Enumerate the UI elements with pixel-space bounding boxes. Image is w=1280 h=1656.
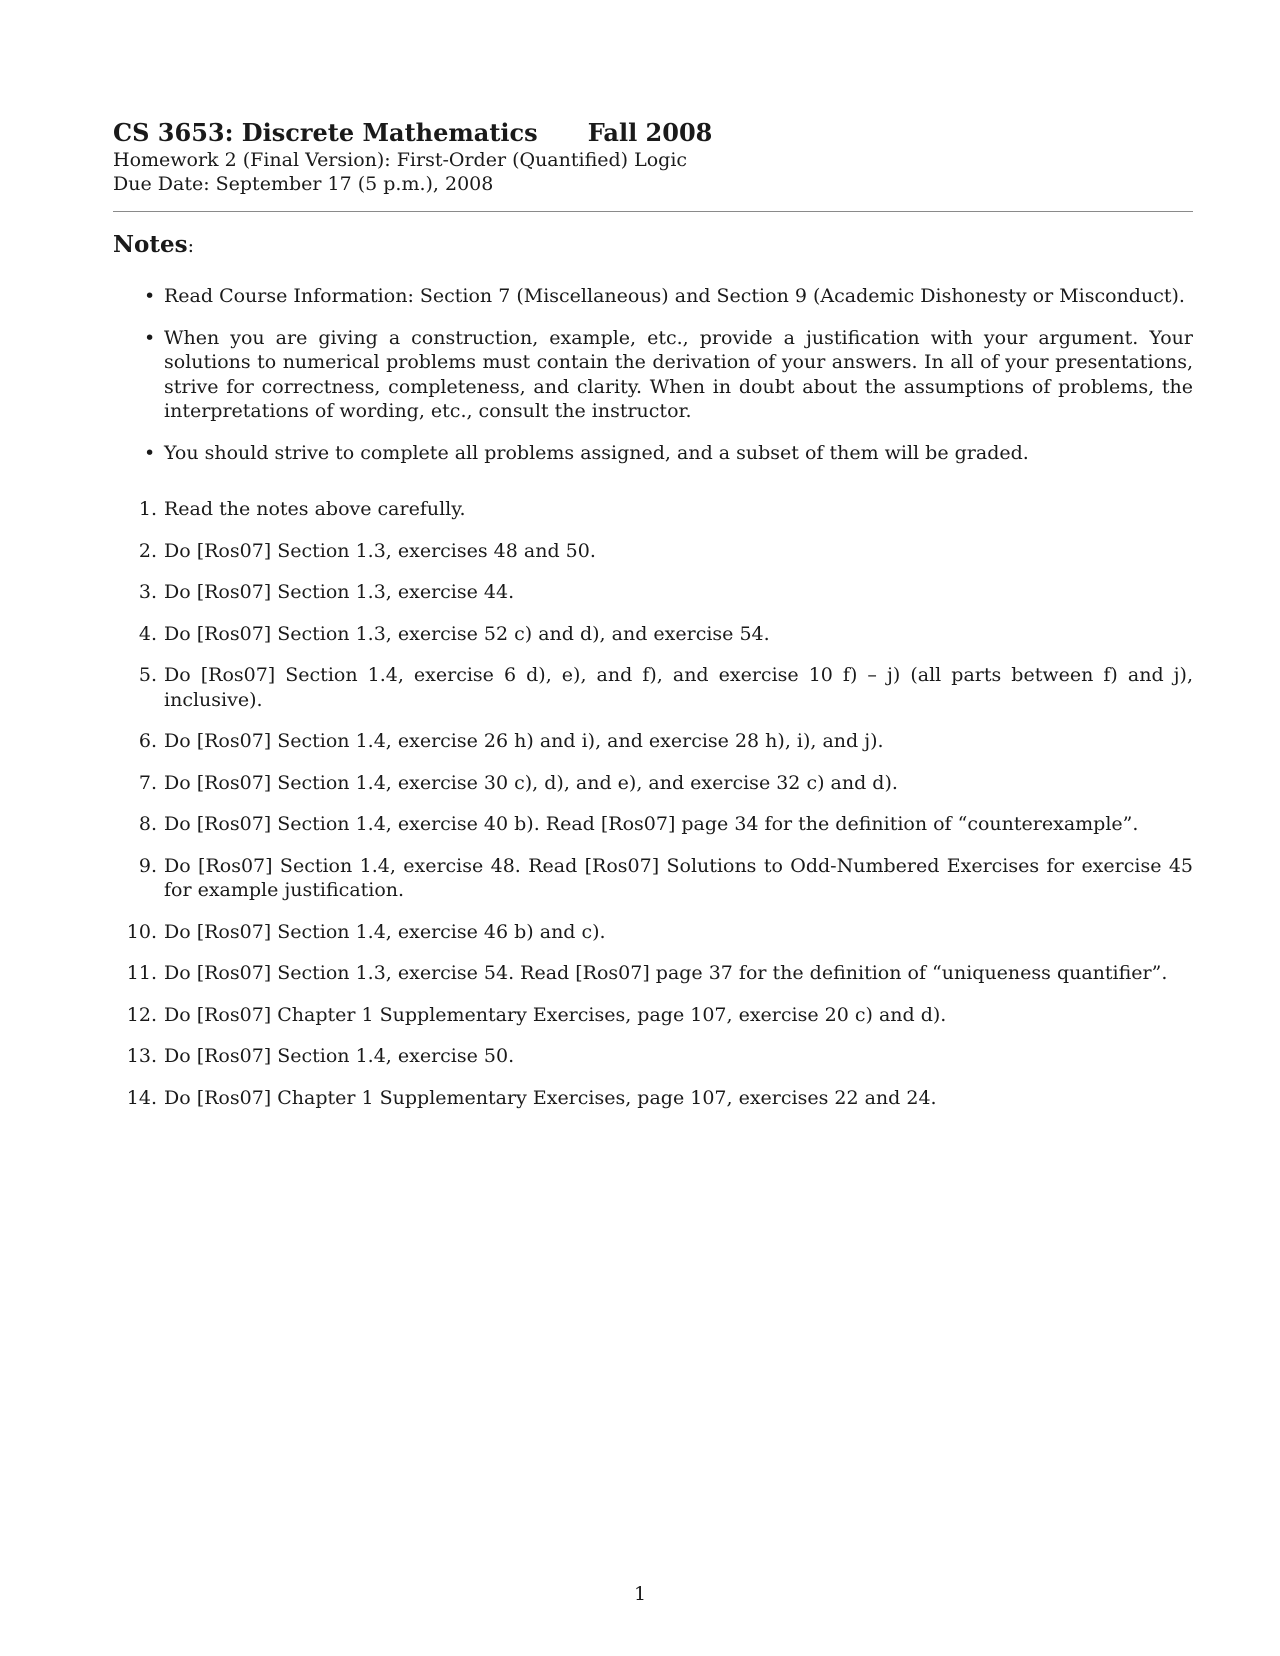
problem-item — [113, 539, 1193, 564]
problem-number: 10. — [126, 920, 157, 943]
problem-number: 9. — [138, 854, 157, 877]
problem-text: Do [Ros07] Section 1.3, exercise 52 c) and d), and exercise 54. — [164, 622, 770, 645]
problem-item — [113, 580, 1193, 605]
due-date: Due Date: September 17 (5 p.m.), 2008 — [113, 173, 494, 195]
problem-item — [113, 497, 1193, 522]
note-text: When you are giving a construction, example, etc., provide a justification with your argument. Your solutions to numerical problems must contain the derivation of your answers. In all of your presentations, strive for correctness, completeness, and clarity. When in doubt about the assumptions of problems, the interpretations of wording, etc., consult the instructor. — [164, 326, 1193, 422]
problem-item — [113, 771, 1193, 796]
bullet-icon: • — [144, 441, 156, 464]
notes-heading-colon: : — [187, 235, 194, 257]
note-item — [113, 326, 1193, 424]
problem-number: 14. — [126, 1086, 157, 1109]
problem-item — [113, 920, 1193, 945]
notes-heading — [113, 230, 194, 261]
note-text: Read Course Information: Section 7 (Miscellaneous) and Section 9 (Academic Dishonesty or Misconduct). — [164, 285, 1185, 307]
bullet-icon: • — [144, 285, 156, 307]
problem-number: 1. — [138, 498, 157, 520]
problem-item — [113, 1044, 1193, 1069]
notes-heading-label: Notes — [113, 231, 188, 258]
problem-number: 6. — [138, 730, 157, 752]
problem-list — [113, 497, 1193, 1127]
header-divider — [113, 211, 1193, 212]
note-item — [113, 441, 1193, 466]
problem-item — [113, 812, 1193, 837]
problem-item — [113, 1003, 1193, 1028]
problem-text: Do [Ros07] Chapter 1 Supplementary Exercises, page 107, exercise 20 c) and d). — [164, 1003, 947, 1026]
problem-text: Do [Ros07] Section 1.4, exercise 30 c), d), and e), and exercise 32 c) and d). — [164, 771, 898, 794]
problem-number: 11. — [126, 962, 157, 984]
problem-number: 8. — [138, 813, 157, 835]
problem-number: 5. — [138, 664, 157, 686]
document-header — [113, 118, 1193, 196]
problem-text: Do [Ros07] Section 1.4, exercise 40 b). Read [Ros07] page 34 for the definition of “counterexample”. — [164, 813, 1139, 835]
problem-item — [113, 729, 1193, 754]
problem-number: 3. — [138, 581, 157, 603]
problem-item — [113, 663, 1193, 712]
problem-text: Do [Ros07] Section 1.3, exercise 44. — [164, 581, 515, 603]
problem-number: 12. — [126, 1003, 157, 1026]
problem-text: Do [Ros07] Section 1.3, exercise 54. Read [Ros07] page 37 for the definition of “uniqueness quantifier”. — [164, 962, 1168, 984]
term: Fall 2008 — [587, 118, 713, 147]
problem-text: Read the notes above carefully. — [164, 498, 466, 520]
problem-number: 2. — [138, 539, 157, 562]
title-line — [113, 118, 1193, 148]
page-number: 1 — [633, 1583, 647, 1605]
problem-text: Do [Ros07] Section 1.4, exercise 46 b) and c). — [164, 920, 606, 943]
problem-number: 13. — [126, 1045, 157, 1067]
problem-item — [113, 961, 1193, 986]
problem-item — [113, 1086, 1193, 1111]
notes-list — [113, 284, 1193, 482]
note-item — [113, 284, 1193, 309]
problem-text: Do [Ros07] Section 1.3, exercises 48 and 50. — [164, 539, 596, 562]
homework-title: Homework 2 (Final Version): First-Order (Quantified) Logic — [113, 149, 688, 171]
problem-text: Do [Ros07] Chapter 1 Supplementary Exercises, page 107, exercises 22 and 24. — [164, 1086, 937, 1109]
problem-text: Do [Ros07] Section 1.4, exercise 48. Read [Ros07] Solutions to Odd-Numbered Exercises for exercise 45 for example justification. — [164, 854, 1193, 901]
problem-text: Do [Ros07] Section 1.4, exercise 26 h) and i), and exercise 28 h), i), and j). — [164, 730, 884, 752]
problem-number: 7. — [138, 771, 157, 794]
note-text: You should strive to complete all problems assigned, and a subset of them will be graded. — [164, 441, 1029, 464]
problem-text: Do [Ros07] Section 1.4, exercise 6 d), e), and f), and exercise 10 f) – j) (all parts between f) and j), inclusive). — [164, 664, 1193, 711]
problem-item — [113, 622, 1193, 647]
bullet-icon: • — [144, 326, 156, 349]
problem-text: Do [Ros07] Section 1.4, exercise 50. — [164, 1045, 515, 1067]
problem-item — [113, 854, 1193, 903]
problem-number: 4. — [138, 622, 157, 645]
course-title: CS 3653: Discrete Mathematics — [113, 118, 538, 147]
